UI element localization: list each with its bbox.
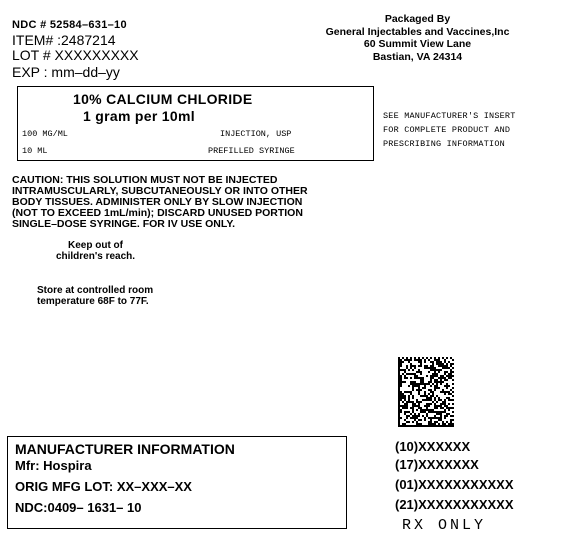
insert-note-line: PRESCRIBING INFORMATION bbox=[383, 139, 505, 149]
product-form: INJECTION, USP bbox=[220, 129, 292, 139]
caution-line: SINGLE–DOSE SYRINGE. FOR IV USE ONLY. bbox=[12, 218, 236, 230]
insert-note-line: FOR COMPLETE PRODUCT AND bbox=[383, 125, 511, 135]
packager-name: General Injectables and Vaccines,Inc bbox=[325, 25, 510, 38]
manufacturer-name: Mfr: Hospira bbox=[15, 458, 92, 473]
item-number: ITEM# :2487214 bbox=[12, 32, 116, 48]
rx-only: RX ONLY bbox=[402, 517, 487, 534]
storage-line: Store at controlled room bbox=[37, 285, 154, 296]
product-strength: 1 gram per 10ml bbox=[83, 108, 195, 124]
label-ndc: NDC # 52584–631–10 bbox=[12, 19, 127, 31]
packager-address: 60 Summit View Lane bbox=[363, 38, 472, 50]
lot-number: LOT # XXXXXXXXX bbox=[12, 47, 139, 63]
gs1-gtin: (01)XXXXXXXXXXX bbox=[395, 477, 514, 492]
gs1-serial: (21)XXXXXXXXXXX bbox=[395, 497, 514, 512]
storage-instructions bbox=[37, 285, 197, 307]
caution-line: (NOT TO EXCEED 1mL/min); DISCARD UNUSED PORTION bbox=[12, 207, 303, 219]
keep-out-line: children's reach. bbox=[55, 251, 136, 262]
caution-line: CAUTION: THIS SOLUTION MUST NOT BE INJECTED bbox=[12, 174, 278, 186]
packager-city: Bastian, VA 24314 bbox=[372, 50, 463, 63]
expiration-date: EXP : mm–dd–yy bbox=[12, 64, 120, 80]
manufacturer-ndc: NDC:0409– 1631– 10 bbox=[15, 500, 142, 515]
keep-out-of-reach bbox=[48, 240, 143, 262]
caution-line: INTRAMUSCULARLY, SUBCUTANEOUSLY OR INTO OTHER bbox=[12, 185, 308, 197]
storage-line: temperature 68F to 77F. bbox=[37, 296, 149, 307]
product-name: 10% CALCIUM CHLORIDE bbox=[73, 91, 253, 107]
caution-line: BODY TISSUES. ADMINISTER ONLY BY SLOW INJECTION bbox=[12, 196, 303, 208]
gs1-expiry: (17)XXXXXXX bbox=[395, 457, 479, 472]
manufacturer-heading: MANUFACTURER INFORMATION bbox=[15, 441, 235, 457]
gs1-batch: (10)XXXXXX bbox=[395, 439, 471, 454]
product-volume: 10 ML bbox=[22, 146, 48, 156]
insert-note bbox=[383, 109, 516, 151]
keep-out-line: Keep out of bbox=[68, 240, 123, 251]
insert-note-line: SEE MANUFACTURER'S INSERT bbox=[383, 111, 516, 121]
product-concentration: 100 MG/ML bbox=[22, 129, 68, 139]
packager-heading: Packaged By bbox=[384, 13, 451, 25]
datamatrix-barcode bbox=[398, 357, 454, 427]
caution-warning bbox=[12, 175, 357, 230]
manufacturer-orig-lot: ORIG MFG LOT: XX–XXX–XX bbox=[15, 479, 192, 494]
packager-block bbox=[300, 13, 535, 63]
product-package: PREFILLED SYRINGE bbox=[208, 146, 295, 156]
